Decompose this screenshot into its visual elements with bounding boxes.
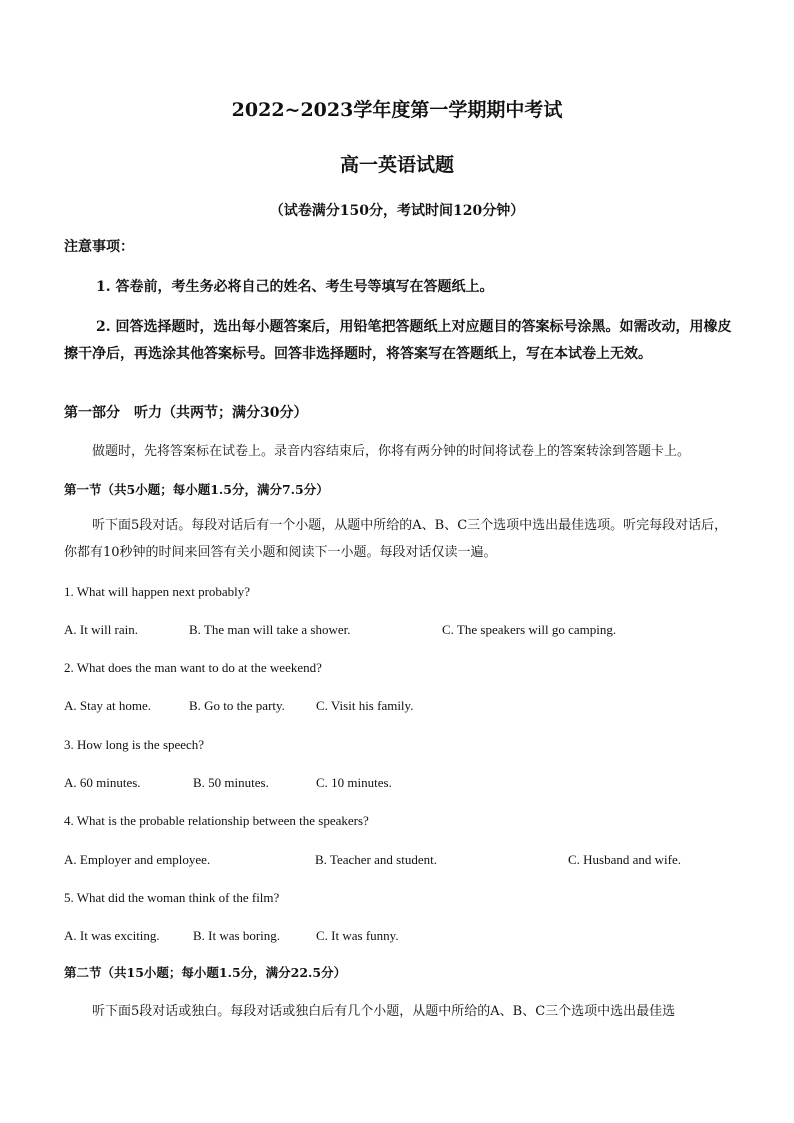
exam-title: 2022~2023学年度第一学期期中考试 xyxy=(231,99,563,121)
question-4: 4. What is the probable relationship between the speakers? xyxy=(64,813,369,828)
notice-heading: 注意事项： xyxy=(64,239,134,255)
question-5-option-c: C. It was funny. xyxy=(316,928,399,943)
section1-heading: 第一节（共5小题；每小题1.5分，满分7.5分） xyxy=(64,482,329,497)
part1-heading: 第一部分 听力（共两节；满分30分） xyxy=(64,405,308,421)
question-5-option-a: A. It was exciting. xyxy=(64,928,160,943)
question-5-option-b: B. It was boring. xyxy=(193,928,281,943)
section1-directions: 听下面5段对话。每段对话后有一个小题，从题中所给的A、B、C三个选项中选出最佳选项。听完每段对话后，你都有10秒钟的时间来回答有关小题和阅读下一小题。每段对话仅读一遍。 xyxy=(64,518,728,560)
question-4-option-c: C. Husband and wife. xyxy=(568,852,682,867)
question-3-option-a: A. 60 minutes. xyxy=(64,775,141,790)
question-2-option-c: C. Visit his family. xyxy=(316,698,414,713)
part1-directions: 做题时，先将答案标在试卷上。录音内容结束后，你将有两分钟的时间将试卷上的答案转涂到答题卡上。 xyxy=(92,444,691,459)
question-3-option-c: C. 10 minutes. xyxy=(316,775,392,790)
question-2: 2. What does the man want to do at the weekend? xyxy=(64,660,322,675)
question-1-option-b: B. The man will take a shower. xyxy=(189,622,351,637)
section2-directions: 听下面5段对话或独白。每段对话或独白后有几个小题，从题中所给的A、B、C三个选项中选出最佳选 xyxy=(92,1004,676,1019)
question-5: 5. What did the woman think of the film? xyxy=(64,890,280,905)
exam-note: （试卷满分150分，考试时间120分钟） xyxy=(269,203,525,219)
question-1: 1. What will happen next probably? xyxy=(64,584,251,599)
question-3-option-b: B. 50 minutes. xyxy=(193,775,269,790)
notice-item-2: 2. 回答选择题时，选出每小题答案后，用铅笔把答题纸上对应题目的答案标号涂黑。如需改动，用橡皮擦干净后，再选涂其他答案标号。回答非选择题时，将答案写在答题纸上，写在本试卷上无效。 xyxy=(64,319,732,362)
question-2-option-b: B. Go to the party. xyxy=(189,698,285,713)
question-3: 3. How long is the speech? xyxy=(64,737,205,752)
question-1-option-c: C. The speakers will go camping. xyxy=(442,622,617,637)
exam-subtitle: 高一英语试题 xyxy=(339,154,454,176)
question-4-option-b: B. Teacher and student. xyxy=(315,852,437,867)
question-2-option-a: A. Stay at home. xyxy=(64,698,152,713)
section2-heading: 第二节（共15小题；每小题1.5分，满分22.5分） xyxy=(64,965,347,980)
notice-item-1: 1. 答卷前，考生务必将自己的姓名、考生号等填写在答题纸上。 xyxy=(96,279,494,295)
question-1-option-a: A. It will rain. xyxy=(64,622,139,637)
question-4-option-a: A. Employer and employee. xyxy=(64,852,211,867)
